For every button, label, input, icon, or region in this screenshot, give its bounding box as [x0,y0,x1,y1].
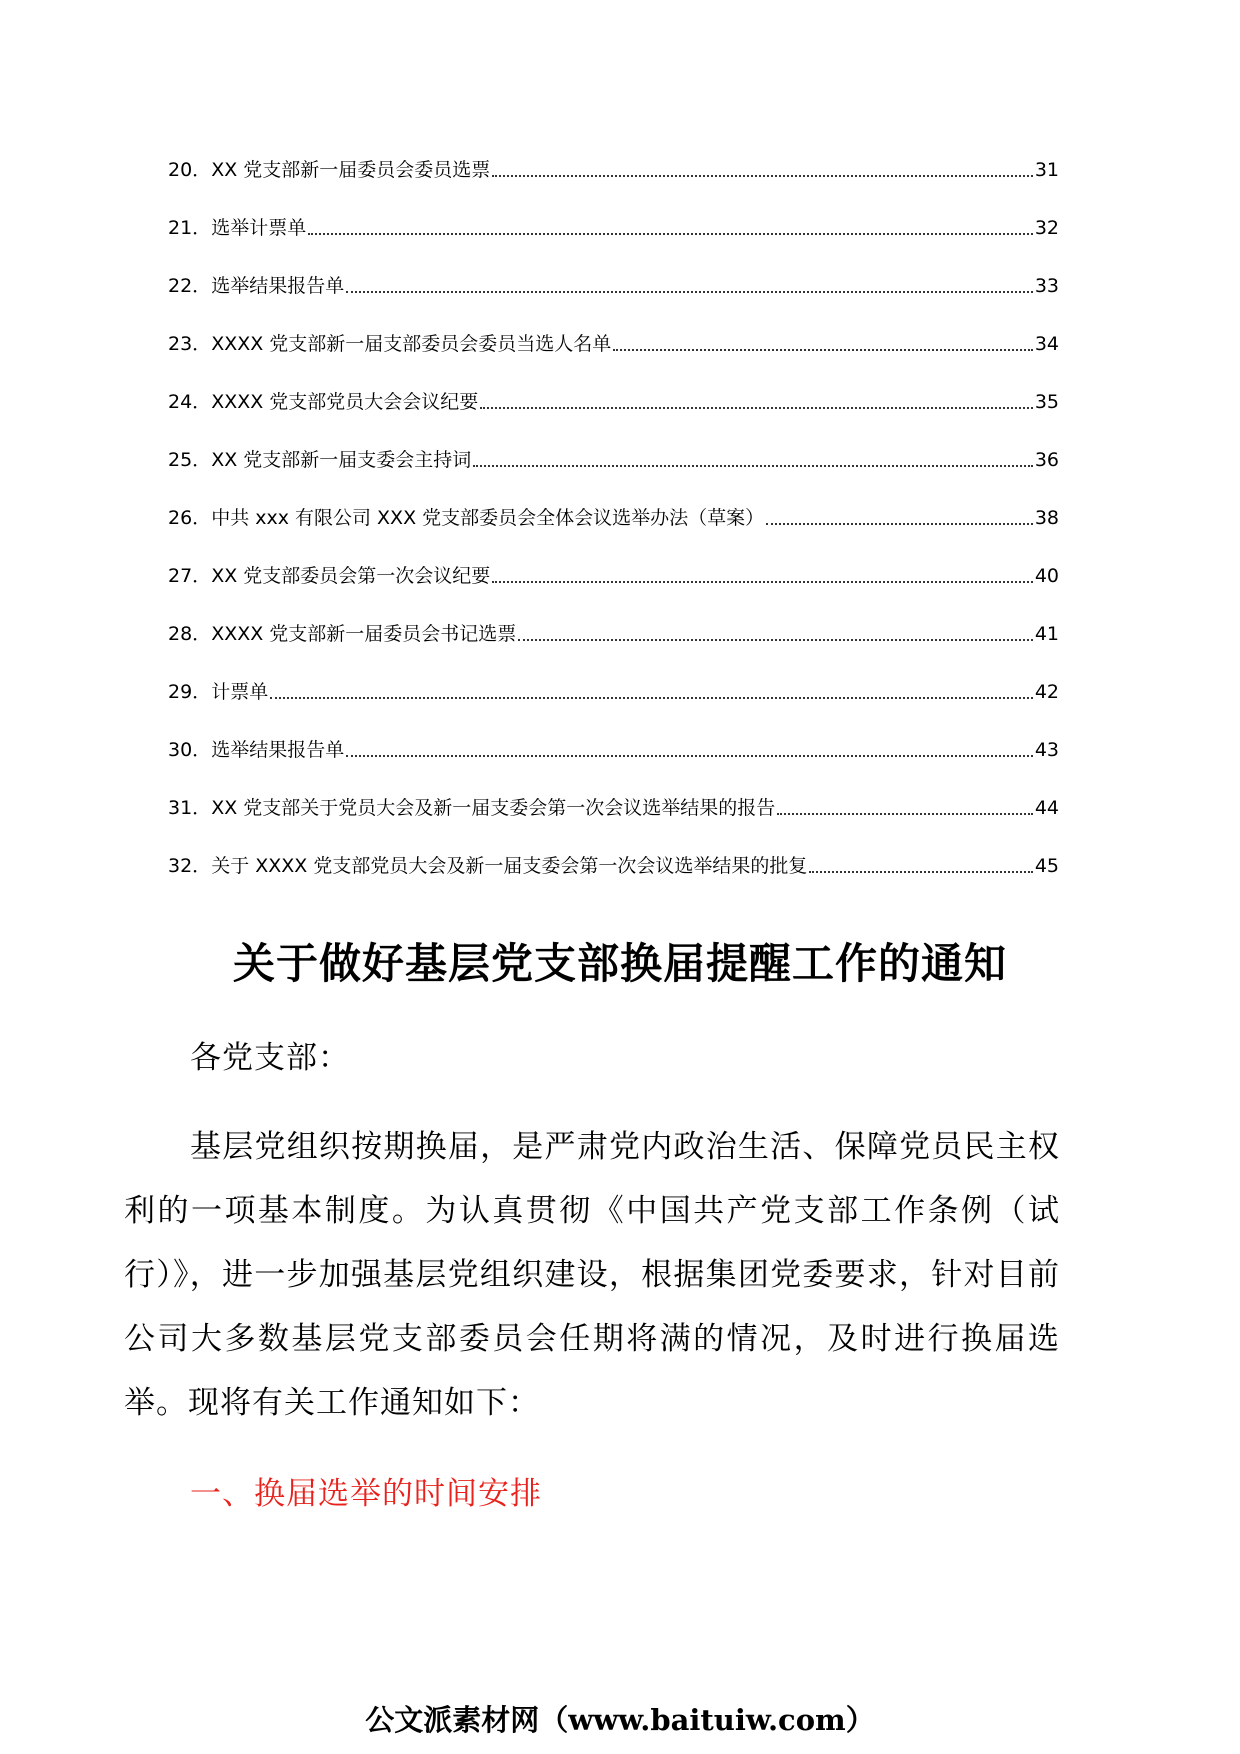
toc-dot-leader [270,697,1033,699]
toc-entry-number: 25． [168,449,212,471]
toc-entry-page-number: 42 [1034,681,1059,703]
toc-entry-page-number: 38 [1034,507,1059,529]
toc-entry-page-number: 31 [1034,159,1059,181]
toc-entry-number: 28． [168,623,212,645]
toc-entry-page-number: 32 [1034,217,1059,239]
toc-entry[interactable] [168,820,1059,878]
toc-dot-leader [473,465,1033,467]
toc-entry-page-number: 35 [1034,391,1059,413]
toc-entry[interactable] [168,182,1059,240]
salutation: 各党支部： [190,1040,350,1076]
toc-entry-number: 23． [168,333,212,355]
toc-entry[interactable] [168,356,1059,414]
toc-entry[interactable] [168,414,1059,472]
toc-entry-number: 30． [168,739,212,761]
toc-dot-leader [308,233,1033,235]
toc-dot-leader [346,755,1033,757]
toc-entry-number: 29． [168,681,212,703]
toc-entry-page-number: 43 [1034,739,1059,761]
toc-entry[interactable] [168,472,1059,530]
toc-dot-leader [346,291,1033,293]
toc-entry-title: XXXX 党支部新一届委员会书记选票 [211,623,517,645]
toc-dot-leader [766,523,1033,525]
toc-dot-leader [777,813,1033,815]
toc-entry-number: 26． [168,507,212,529]
toc-entry-page-number: 34 [1034,333,1059,355]
toc-dot-leader [492,175,1033,177]
toc-entry-number: 21． [168,217,212,239]
toc-entry[interactable] [168,530,1059,588]
section-heading: 一、换届选举的时间安排 [190,1476,542,1512]
toc-entry-title: 选举结果报告单 [211,275,345,297]
toc-entry-title: 选举结果报告单 [211,739,345,761]
toc-entry[interactable] [168,298,1059,356]
toc-entry[interactable] [168,646,1059,704]
toc-dot-leader [492,581,1033,583]
toc-entry-title: XXXX 党支部党员大会会议纪要 [211,391,479,413]
toc-entry-title: XXXX 党支部新一届支部委员会委员当选人名单 [211,333,612,355]
toc-entry-title: 关于 XXXX 党支部党员大会及新一届支委会第一次会议选举结果的批复 [211,855,808,877]
toc-dot-leader [518,639,1033,641]
toc-dot-leader [613,349,1033,351]
toc-entry-title: 计票单 [211,681,269,703]
toc-entry-page-number: 33 [1034,275,1059,297]
toc-entry[interactable] [168,160,1059,182]
toc-entry-number: 31． [168,797,212,819]
toc-entry-title: XX 党支部新一届支委会主持词 [211,449,472,471]
toc-entry-title: XX 党支部新一届委员会委员选票 [211,159,491,181]
toc-dot-leader [480,407,1033,409]
toc-entry-page-number: 40 [1034,565,1059,587]
toc-entry-page-number: 45 [1034,855,1059,877]
toc-entry-page-number: 41 [1034,623,1059,645]
toc-entry-page-number: 44 [1034,797,1059,819]
footer-source: 公文派素材网（www.baituiw.com） [365,1703,875,1737]
toc-entry[interactable] [168,588,1059,646]
toc-entry-title: XX 党支部关于党员大会及新一届支委会第一次会议选举结果的报告 [211,797,776,819]
toc-entry-number: 32． [168,855,212,877]
toc-entry-page-number: 36 [1034,449,1059,471]
toc-entry-title: XX 党支部委员会第一次会议纪要 [211,565,491,587]
toc-entry-number: 24． [168,391,212,413]
toc-dot-leader [809,871,1032,873]
toc-entry-number: 22． [168,275,212,297]
toc-entry[interactable] [168,704,1059,762]
document-title: 关于做好基层党支部换届提醒工作的通知 [232,939,1007,988]
toc-entry-number: 20． [168,159,212,181]
toc-entry-title: 选举计票单 [211,217,307,239]
body-paragraph: 基层党组织按期换届，是严肃党内政治生活、保障党员民主权利的一项基本制度。为认真贯彻《中国共产党支部工作条例（试行）》，进一步加强基层党组织建设，根据集团党委要求，针对目前公司大多数基层党支部委员会任期将满的情况，及时进行换届选举。现将有关工作通知如下： [124,1129,1060,1421]
toc-entry-title: 中共 xxx 有限公司 XXX 党支部委员会全体会议选举办法（草案） [211,507,765,529]
table-of-contents [168,160,1059,878]
toc-entry[interactable] [168,762,1059,820]
toc-entry[interactable] [168,240,1059,298]
toc-entry-number: 27． [168,565,212,587]
